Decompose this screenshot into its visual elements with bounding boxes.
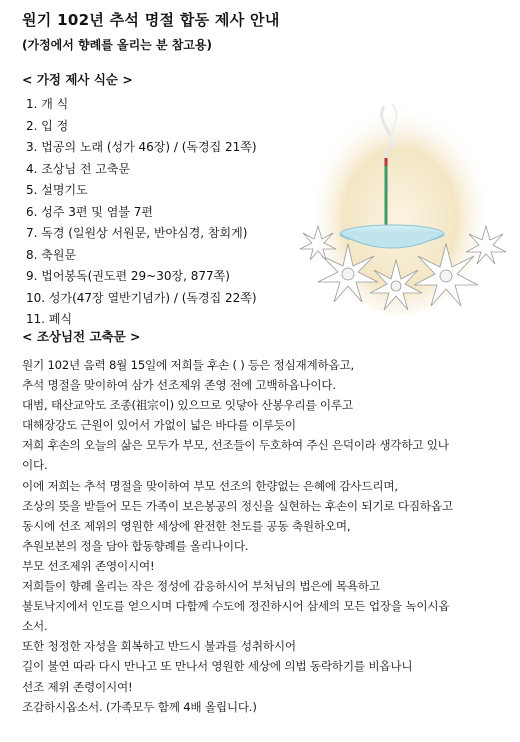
incense-chrysanthemum-illustration bbox=[296, 86, 514, 318]
prayer-line: 이에 저희는 추석 명절을 맞이하여 부모 선조의 한량없는 은혜에 감사드리며, bbox=[22, 478, 398, 493]
prayer-line: 불토낙지에서 인도를 얻으시며 다함께 수도에 정진하시어 삼세의 모든 업장을 녹이시옵 bbox=[22, 599, 450, 614]
list-item: 11. 폐식 bbox=[26, 312, 73, 326]
prayer-line: 길이 불연 따라 다시 만나고 또 만나서 영원한 세상에 의법 동락하기를 비옵나니 bbox=[22, 659, 413, 674]
prayer-line: 대해장강도 근원이 있어서 가없이 넓은 바다를 이루듯이 bbox=[22, 418, 296, 433]
list-item: 4. 조상님 전 고축문 bbox=[26, 161, 131, 176]
prayer-line: 조상의 뜻을 받들어 모든 가족이 보은봉공의 정신을 실현하는 후손이 되기로 다짐하옵고 bbox=[22, 498, 453, 513]
list-item: 10. 성가(47장 열반기념가) / (독경집 22쪽) bbox=[26, 290, 257, 305]
prayer-line: 원기 102년 음력 8월 15일에 저희들 후손 ( ) 등은 정심재계하옵고, bbox=[22, 358, 355, 372]
prayer-text bbox=[22, 355, 508, 717]
prayer-line: 또한 청정한 자성을 회복하고 반드시 불과를 성취하시어 bbox=[22, 639, 296, 654]
prayer-line: 부모 선조제위 존영이시여! bbox=[22, 558, 155, 573]
list-item: 9. 법어봉독(권도편 29~30장, 877쪽) bbox=[26, 269, 230, 283]
list-item: 7. 독경 (일원상 서원문, 반야심경, 참회게) bbox=[26, 226, 248, 240]
prayer-section-heading: < 조상님전 고축문 > bbox=[22, 329, 141, 344]
list-item: 3. 법공의 노래 (성가 46장) / (독경집 21쪽) bbox=[26, 140, 257, 154]
prayer-line: 조감하시옵소서. (가족모두 함께 4배 올립니다.) bbox=[22, 699, 257, 714]
prayer-line: 동시에 선조 제위의 영원한 세상에 완전한 천도를 공동 축원하오며, bbox=[22, 518, 351, 533]
page-title: 원기 102년 추석 명절 합동 제사 안내 bbox=[22, 11, 280, 29]
prayer-line: 선조 제위 존령이시여! bbox=[22, 679, 133, 694]
list-item: 5. 설명기도 bbox=[26, 183, 88, 197]
list-item: 2. 입 정 bbox=[26, 118, 69, 133]
prayer-line: 소서. bbox=[22, 619, 48, 634]
list-item: 1. 개 식 bbox=[26, 97, 69, 111]
prayer-line: 저희 후손의 오늘의 삶은 모두가 부모, 선조들이 두호하여 주신 은덕이라 생각하고 있나 bbox=[22, 438, 449, 453]
order-section-heading: < 가정 제사 식순 > bbox=[22, 72, 133, 87]
prayer-line: 대범, 태산교악도 조종(祖宗이) 있으므로 잇닿아 산봉우리를 이루고 bbox=[22, 398, 353, 413]
prayer-line: 추원보본의 정을 담아 합동향례를 올리나이다. bbox=[22, 538, 249, 553]
prayer-line: 이다. bbox=[22, 458, 48, 473]
ceremony-order-list bbox=[26, 94, 257, 331]
prayer-line: 저희들이 향례 올리는 작은 정성에 감응하시어 부처님의 법은에 목욕하고 bbox=[22, 579, 380, 594]
page-subtitle: (가정에서 향례를 올리는 분 참고용) bbox=[22, 38, 212, 52]
list-item: 8. 축원문 bbox=[26, 247, 77, 262]
prayer-line: 추석 명절을 맞이하여 삼가 선조제위 존영 전에 고백하옵나이다. bbox=[22, 378, 336, 393]
list-item: 6. 성주 3편 및 염불 7편 bbox=[26, 204, 153, 219]
